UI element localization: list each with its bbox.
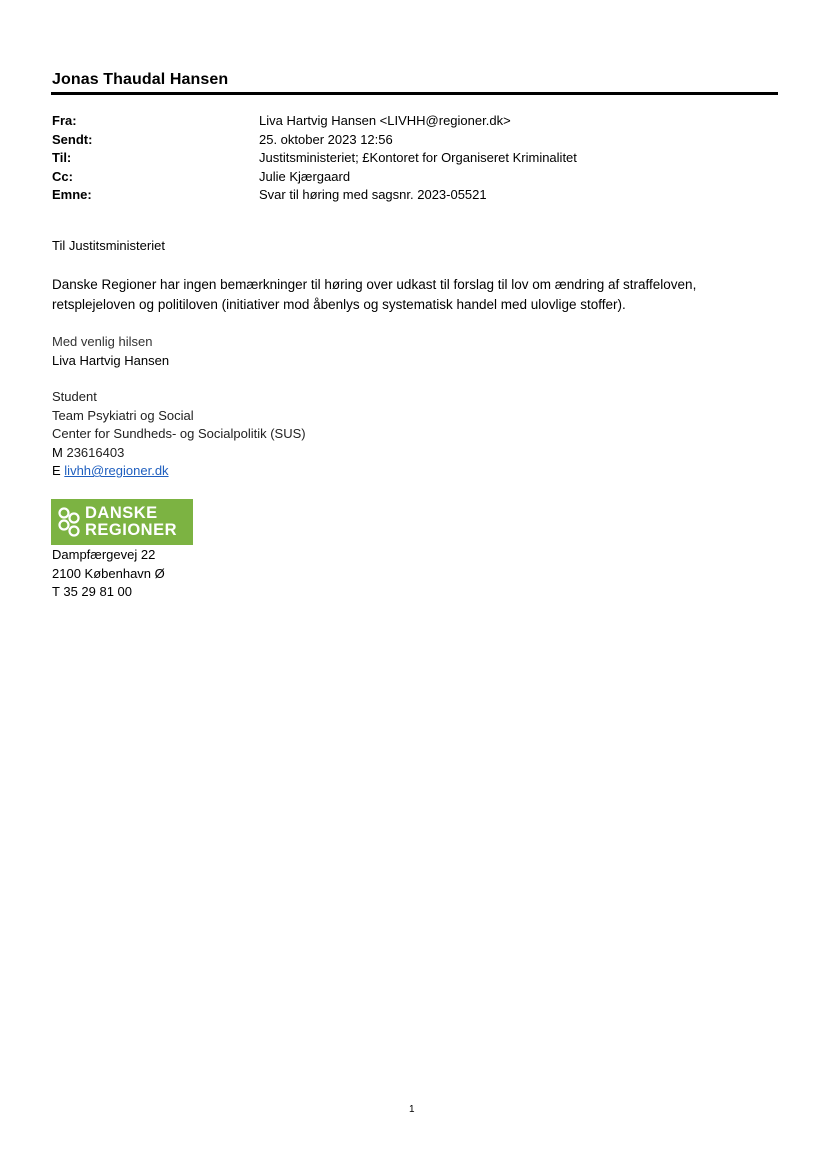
logo-circles-icon [57,504,81,540]
phone-number: 35 29 81 00 [63,584,133,599]
signature-title: Student [52,389,97,404]
header-row-subject [52,186,577,205]
signature-mobile [52,444,306,463]
signature-team: Team Psykiatri og Social [52,407,194,423]
header-value-from: Liva Hartvig Hansen <LIVHH@regioner.dk> [259,113,511,128]
body-line: Danske Regioner har ingen bemærkninger til høring over udkast til forslag til lov om ændring af straffeloven, [52,277,697,292]
header-value-cc: Julie Kjærgaard [259,168,351,184]
header-value-sent: 25. oktober 2023 12:56 [259,131,393,147]
logo-line: REGIONER [85,521,178,539]
header-row-cc [52,168,577,187]
salutation: Med venlig hilsen [52,334,153,349]
document-owner-name: Jonas Thaudal Hansen [52,71,229,88]
header-row-to [52,149,577,168]
email-headers [52,112,577,205]
header-divider [51,92,778,95]
email-label: E [52,463,61,478]
signature-block [52,388,306,481]
page-number: 1 [409,1104,415,1115]
logo-wordmark [85,505,177,539]
header-label: Cc: [52,168,73,184]
sender-name: Liva Hartvig Hansen [52,353,170,368]
mobile-number: 23616403 [66,444,125,460]
address-street: Dampfærgevej 22 [52,547,156,562]
header-row-from [52,112,577,131]
address-block [52,546,165,602]
logo-line: DANSKE [85,504,158,522]
closing [52,332,169,370]
header-label: Fra: [52,113,77,128]
greeting: Til Justitsministeriet [52,238,165,253]
header-row-sent [52,131,577,150]
phone-label: T [52,584,60,599]
header-label: Til: [52,150,72,165]
header-label: Sendt: [52,131,93,147]
header-value-subject: Svar til høring med sagsnr. 2023-05521 [259,187,487,202]
signature-center: Center for Sundheds- og Socialpolitik (SUS) [52,426,306,441]
address-city: 2100 København Ø [52,565,165,581]
header-label: Emne: [52,187,92,202]
email-link[interactable]: livhh@regioner.dk [64,463,169,478]
signature-email [52,462,306,481]
danske-regioner-logo [51,499,193,545]
header-value-to: Justitsministeriet; £Kontoret for Organiseret Kriminalitet [259,150,577,165]
message-body [52,275,752,315]
body-line: retsplejeloven og politiloven (initiativer mod åbenlys og systematisk handel med ulovlige stoffer). [52,297,626,312]
mobile-label: M [52,444,63,460]
address-phone [52,583,165,602]
